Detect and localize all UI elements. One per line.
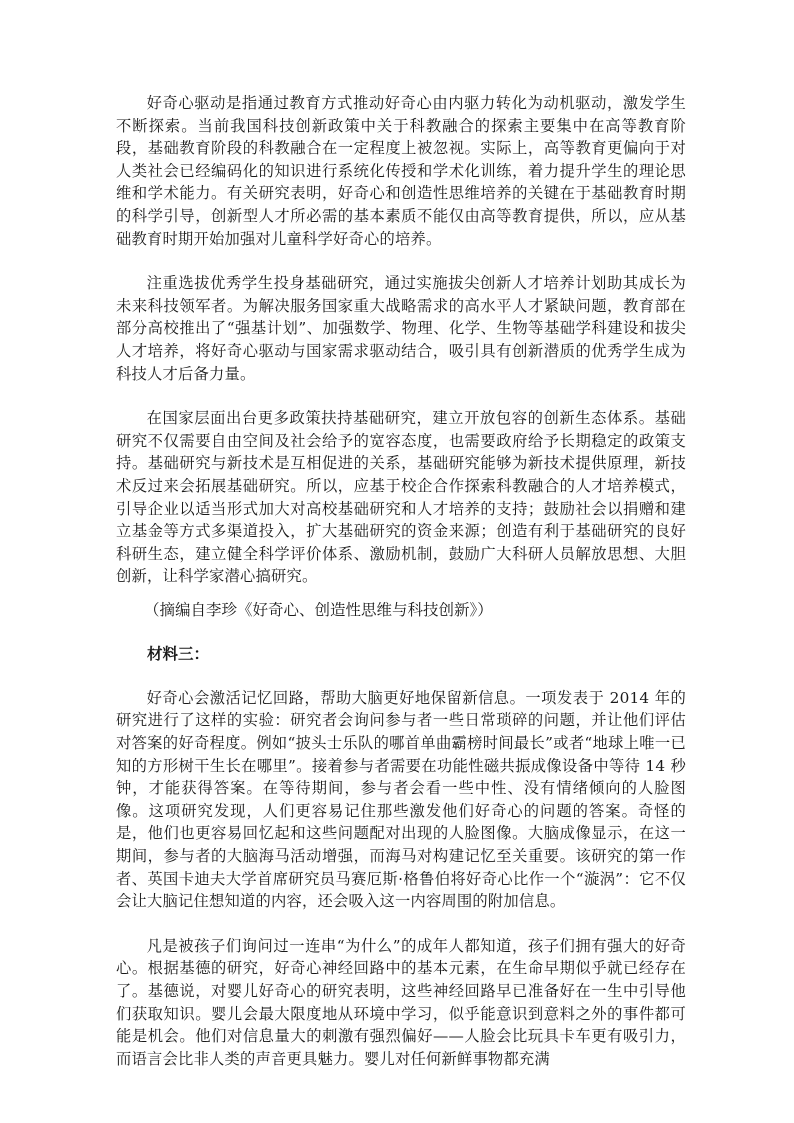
paragraph-policy-support: 在国家层面出台更多政策扶持基础研究，建立开放包容的创新生态体系。基础研究不仅需要自由空间及社会给予的宽容态度，也需要政府给予长期稳定的政策支持。基础研究与新技术是互相促进的关系，基础研究能够为新技术提供原理，新技术反过来会拓展基础研究。所以，应基于校企合作探索科教融合的人才培养模式，引导企业以适当形式加大对高校基础研究和人才培养的支持；鼓励社会以捐赠和建立基金等方式多渠道投入，扩大基础研究的资金来源；创造有利于基础研究的良好科研生态，建立健全科学评价体系、激励机制，鼓励广大科研人员解放思想、大胆创新，让科学家潜心搞研究。 [116, 409, 686, 586]
paragraph-infant-curiosity: 凡是被孩子们询问过一连串“为什么”的成年人都知道，孩子们拥有强大的好奇心。根据基德的研究，好奇心神经回路中的基本元素，在生命早期似乎就已经存在了。基德说，对婴儿好奇心的研究表明，这些神经回路早已准备好在一生中引导他们获取知识。婴儿会最大限度地从环境中学习，似乎能意识到意料之外的事件都可能是机会。他们对信息量大的刺激有强烈偏好——人脸会比玩具卡车更有吸引力，而语言会比非人类的声音更具魅力。婴儿对任何新鲜事物都充满 [116, 936, 686, 1068]
paragraph-talent-selection: 注重选拔优秀学生投身基础研究，通过实施拔尖创新人才培养计划助其成长为未来科技领军者。为解决服务国家重大战略需求的高水平人才紧缺问题，教育部在部分高校推出了“强基计划”、加强数学、物理、化学、生物等基础学科建设和拔尖人才培养，将好奇心驱动与国家需求驱动结合，吸引具有创新潜质的优秀学生成为科技人才后备力量。 [116, 274, 686, 383]
material-heading: 材料三： [147, 643, 210, 663]
document-page [116, 92, 686, 1070]
source-note: （摘编自李珍《好奇心、创造性思维与科技创新》） [144, 600, 493, 619]
paragraph-memory-circuit: 好奇心会激活记忆回路，帮助大脑更好地保留新信息。一项发表于 2014 年的研究进行了这样的实验：研究者会询问参与者一些日常琐碎的问题，并让他们评估对答案的好奇程度。例如“披头士乐队的哪首单曲霸榜时间最长”或者“地球上唯一已知的方形树干生长在哪里”。接着参与者需要在功能性磁共振成像设备中等待 14 秒钟，才能获得答案。在等待期间，参与者会看一些中性、没有情绪倾向的人脸图像。这项研究发现，人们更容易记住那些激发他们好奇心的问题的答案。奇怪的是，他们也更容易回忆起和这些问题配对出现的人脸图像。大脑成像显示，在这一期间，参与者的大脑海马活动增强，而海马对构建记忆至关重要。该研究的第一作者、英国卡迪夫大学首席研究员马赛厄斯·格鲁伯将好奇心比作一个“漩涡”：它不仅会让大脑记住想知道的内容，还会吸入这一内容周围的附加信息。 [116, 688, 686, 911]
paragraph-curiosity-driven: 好奇心驱动是指通过教育方式推动好奇心由内驱力转化为动机驱动，激发学生不断探索。当前我国科技创新政策中关于科教融合的探索主要集中在高等教育阶段，基础教育阶段的科教融合在一定程度上被忽视。实际上，高等教育更偏向于对人类社会已经编码化的知识进行系统化传授和学术化训练，着力提升学生的理论思维和学术能力。有关研究表明，好奇心和创造性思维培养的关键在于基础教育时期的科学引导，创新型人才所必需的基本素质不能仅由高等教育提供，所以，应从基础教育时期开始加强对儿童科学好奇心的培养。 [116, 94, 686, 248]
